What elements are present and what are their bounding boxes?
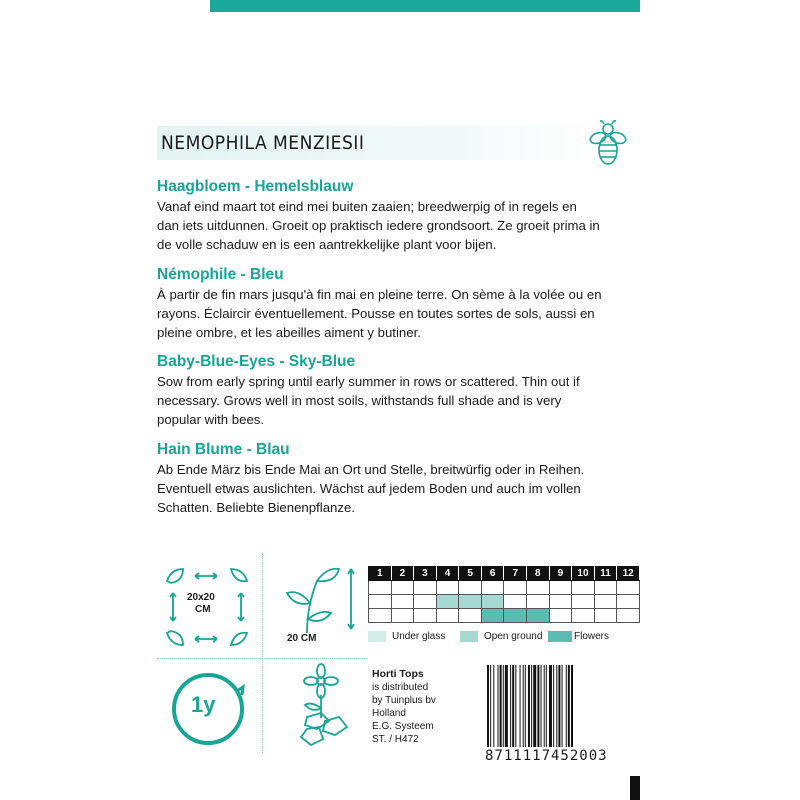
calendar-cell-flowers-5 xyxy=(459,609,482,623)
calendar-row-flowers xyxy=(369,609,640,623)
barcode-bar xyxy=(525,665,526,747)
calendar-cell-under-glass-10 xyxy=(572,581,595,595)
calendar-cell-under-glass-3 xyxy=(414,581,437,595)
section-line: Eventuell etwas auslichten. Wächst auf jedem Boden und auch im vollen xyxy=(157,481,581,496)
section-line: popular with bees. xyxy=(157,412,265,427)
section-german xyxy=(157,440,637,517)
barcode-bar xyxy=(533,665,536,747)
calendar-row-under-glass xyxy=(369,581,640,595)
barcode-bar xyxy=(498,665,499,747)
top-color-bar xyxy=(210,0,640,12)
legend-swatch-flowers xyxy=(548,631,572,642)
distributor-line: is distributed xyxy=(372,682,429,693)
barcode-bar xyxy=(528,665,530,747)
title-band xyxy=(157,126,607,160)
barcode-bar xyxy=(558,665,560,747)
section-line: dan iets uitdunnen. Groeit op praktisch iedere grondsoort. Ze groeit prima in xyxy=(157,218,600,233)
distributor-info xyxy=(372,668,462,746)
calendar-month-9: 9 xyxy=(549,567,572,581)
barcode-bar xyxy=(510,665,511,747)
barcode-bar xyxy=(562,665,563,747)
distributor-line: by Tuinplus bv xyxy=(372,695,436,706)
calendar-month-1: 1 xyxy=(369,567,392,581)
barcode-bar xyxy=(546,665,547,747)
calendar-month-11: 11 xyxy=(594,567,617,581)
barcode-bar xyxy=(520,665,521,747)
section-line: rayons. Éclaircir éventuellement. Pousse en toutes sortes de sols, aussi en xyxy=(157,306,595,321)
calendar-cell-flowers-4 xyxy=(436,609,459,623)
calendar-table xyxy=(368,566,640,623)
barcode-bar xyxy=(515,665,516,747)
annual-label: 1y xyxy=(191,692,216,717)
calendar-legend xyxy=(368,631,640,643)
section-line: Ab Ende März bis Ende Mai an Ort und Stelle, breitwürfig oder in Reihen. xyxy=(157,462,585,477)
calendar-cell-open-ground-9 xyxy=(549,595,572,609)
section-line: pleine ombre, et les abeilles aiment y butiner. xyxy=(157,325,421,340)
section-line: Sow from early spring until early summer in rows or scattered. Thin out if xyxy=(157,374,580,389)
barcode-bar xyxy=(500,665,502,747)
section-line: À partir de fin mars jusqu'à fin mai en pleine terre. On sème à la volée ou en xyxy=(157,287,602,302)
calendar-cell-flowers-11 xyxy=(594,609,617,623)
section-heading: Hain Blume - Blau xyxy=(157,441,290,458)
distributor-brand: Horti Tops xyxy=(372,668,424,680)
calendar-month-2: 2 xyxy=(391,567,414,581)
corner-black-mark xyxy=(630,776,640,800)
calendar-cell-open-ground-10 xyxy=(572,595,595,609)
section-heading: Baby-Blue-Eyes - Sky-Blue xyxy=(157,353,356,370)
calendar-month-8: 8 xyxy=(527,567,550,581)
legend-label-under-glass: Under glass xyxy=(392,631,446,642)
calendar-row-open-ground xyxy=(369,595,640,609)
barcode-bar xyxy=(553,665,554,747)
calendar-month-12: 12 xyxy=(617,567,640,581)
icon-divider-vertical xyxy=(262,553,264,753)
barcode-bar xyxy=(549,665,552,747)
spacing-label-bottom: CM xyxy=(195,604,211,615)
distributor-line: Holland xyxy=(372,708,406,719)
legend-swatch-open-ground xyxy=(460,631,478,642)
calendar-cell-under-glass-12 xyxy=(617,581,640,595)
calendar-month-10: 10 xyxy=(572,567,595,581)
legend-label-open-ground: Open ground xyxy=(484,631,543,642)
section-line: de volle schaduw en is een aantrekkelijke plant voor bijen. xyxy=(157,237,497,252)
barcode-bar xyxy=(544,665,545,747)
calendar-cell-under-glass-7 xyxy=(504,581,527,595)
calendar-month-4: 4 xyxy=(436,567,459,581)
barcode-bar xyxy=(556,665,557,747)
calendar-cell-under-glass-8 xyxy=(527,581,550,595)
barcode-bar xyxy=(568,665,570,747)
calendar-cell-under-glass-2 xyxy=(391,581,414,595)
calendar-cell-under-glass-6 xyxy=(481,581,504,595)
calendar-cell-open-ground-8 xyxy=(527,595,550,609)
calendar-header-row xyxy=(369,567,640,581)
calendar-cell-flowers-2 xyxy=(391,609,414,623)
section-heading: Haagbloem - Hemelsblauw xyxy=(157,178,354,195)
distributor-line: E.G. Systeem xyxy=(372,721,434,732)
barcode-bar xyxy=(537,665,539,747)
calendar-cell-flowers-7 xyxy=(504,609,527,623)
calendar-month-6: 6 xyxy=(481,567,504,581)
calendar-cell-flowers-10 xyxy=(572,609,595,623)
calendar-cell-under-glass-4 xyxy=(436,581,459,595)
barcode-bar xyxy=(503,665,504,747)
height-label: 20 CM xyxy=(287,633,317,644)
calendar-cell-under-glass-9 xyxy=(549,581,572,595)
section-french xyxy=(157,265,637,342)
barcode-number: 8711117452003 xyxy=(485,748,608,764)
barcode-bar xyxy=(531,665,532,747)
calendar-cell-open-ground-2 xyxy=(391,595,414,609)
calendar-cell-open-ground-3 xyxy=(414,595,437,609)
sowing-calendar xyxy=(368,566,640,623)
calendar-cell-open-ground-1 xyxy=(369,595,392,609)
calendar-cell-open-ground-7 xyxy=(504,595,527,609)
bee-icon xyxy=(588,118,628,170)
barcode-bar xyxy=(493,665,494,747)
section-heading: Némophile - Bleu xyxy=(157,266,284,283)
calendar-cell-under-glass-5 xyxy=(459,581,482,595)
species-title: NEMOPHILA MENZIESII xyxy=(161,132,365,154)
barcode-bar xyxy=(541,665,542,747)
calendar-cell-flowers-6 xyxy=(481,609,504,623)
barcode-bar xyxy=(505,665,508,747)
barcode-bar xyxy=(487,665,489,747)
section-line: necessary. Grows well in most soils, withstands full shade and is very xyxy=(157,393,562,408)
legend-swatch-under-glass xyxy=(368,631,386,642)
section-dutch xyxy=(157,177,637,254)
calendar-cell-open-ground-12 xyxy=(617,595,640,609)
barcode-bar xyxy=(571,665,573,747)
barcode-bar xyxy=(490,665,491,747)
calendar-cell-flowers-9 xyxy=(549,609,572,623)
section-line: Schatten. Beliebte Bienenpflanze. xyxy=(157,500,355,515)
flower-seed-icon xyxy=(281,663,361,748)
plant-height-icon xyxy=(277,561,362,636)
calendar-cell-under-glass-11 xyxy=(594,581,617,595)
calendar-cell-under-glass-1 xyxy=(369,581,392,595)
section-english xyxy=(157,352,637,429)
legend-label-flowers: Flowers xyxy=(574,631,610,642)
section-line: Vanaf eind maart tot eind mei buiten zaaien; breedwerpig of in regels en xyxy=(157,199,577,214)
calendar-cell-open-ground-4 xyxy=(436,595,459,609)
calendar-month-7: 7 xyxy=(504,567,527,581)
calendar-month-3: 3 xyxy=(414,567,437,581)
calendar-cell-flowers-3 xyxy=(414,609,437,623)
barcode-bar xyxy=(523,665,524,747)
spacing-label-top: 20x20 xyxy=(187,592,215,603)
barcode-bar xyxy=(512,665,514,747)
calendar-cell-open-ground-11 xyxy=(594,595,617,609)
icon-divider-horizontal xyxy=(157,658,367,660)
cultivation-icons xyxy=(157,553,367,753)
calendar-cell-flowers-12 xyxy=(617,609,640,623)
calendar-cell-open-ground-5 xyxy=(459,595,482,609)
barcode-image xyxy=(485,665,635,747)
calendar-cell-flowers-8 xyxy=(527,609,550,623)
calendar-cell-flowers-1 xyxy=(369,609,392,623)
barcode-bar xyxy=(566,665,567,747)
calendar-cell-open-ground-6 xyxy=(481,595,504,609)
distributor-line: ST. / H472 xyxy=(372,734,419,745)
calendar-month-5: 5 xyxy=(459,567,482,581)
